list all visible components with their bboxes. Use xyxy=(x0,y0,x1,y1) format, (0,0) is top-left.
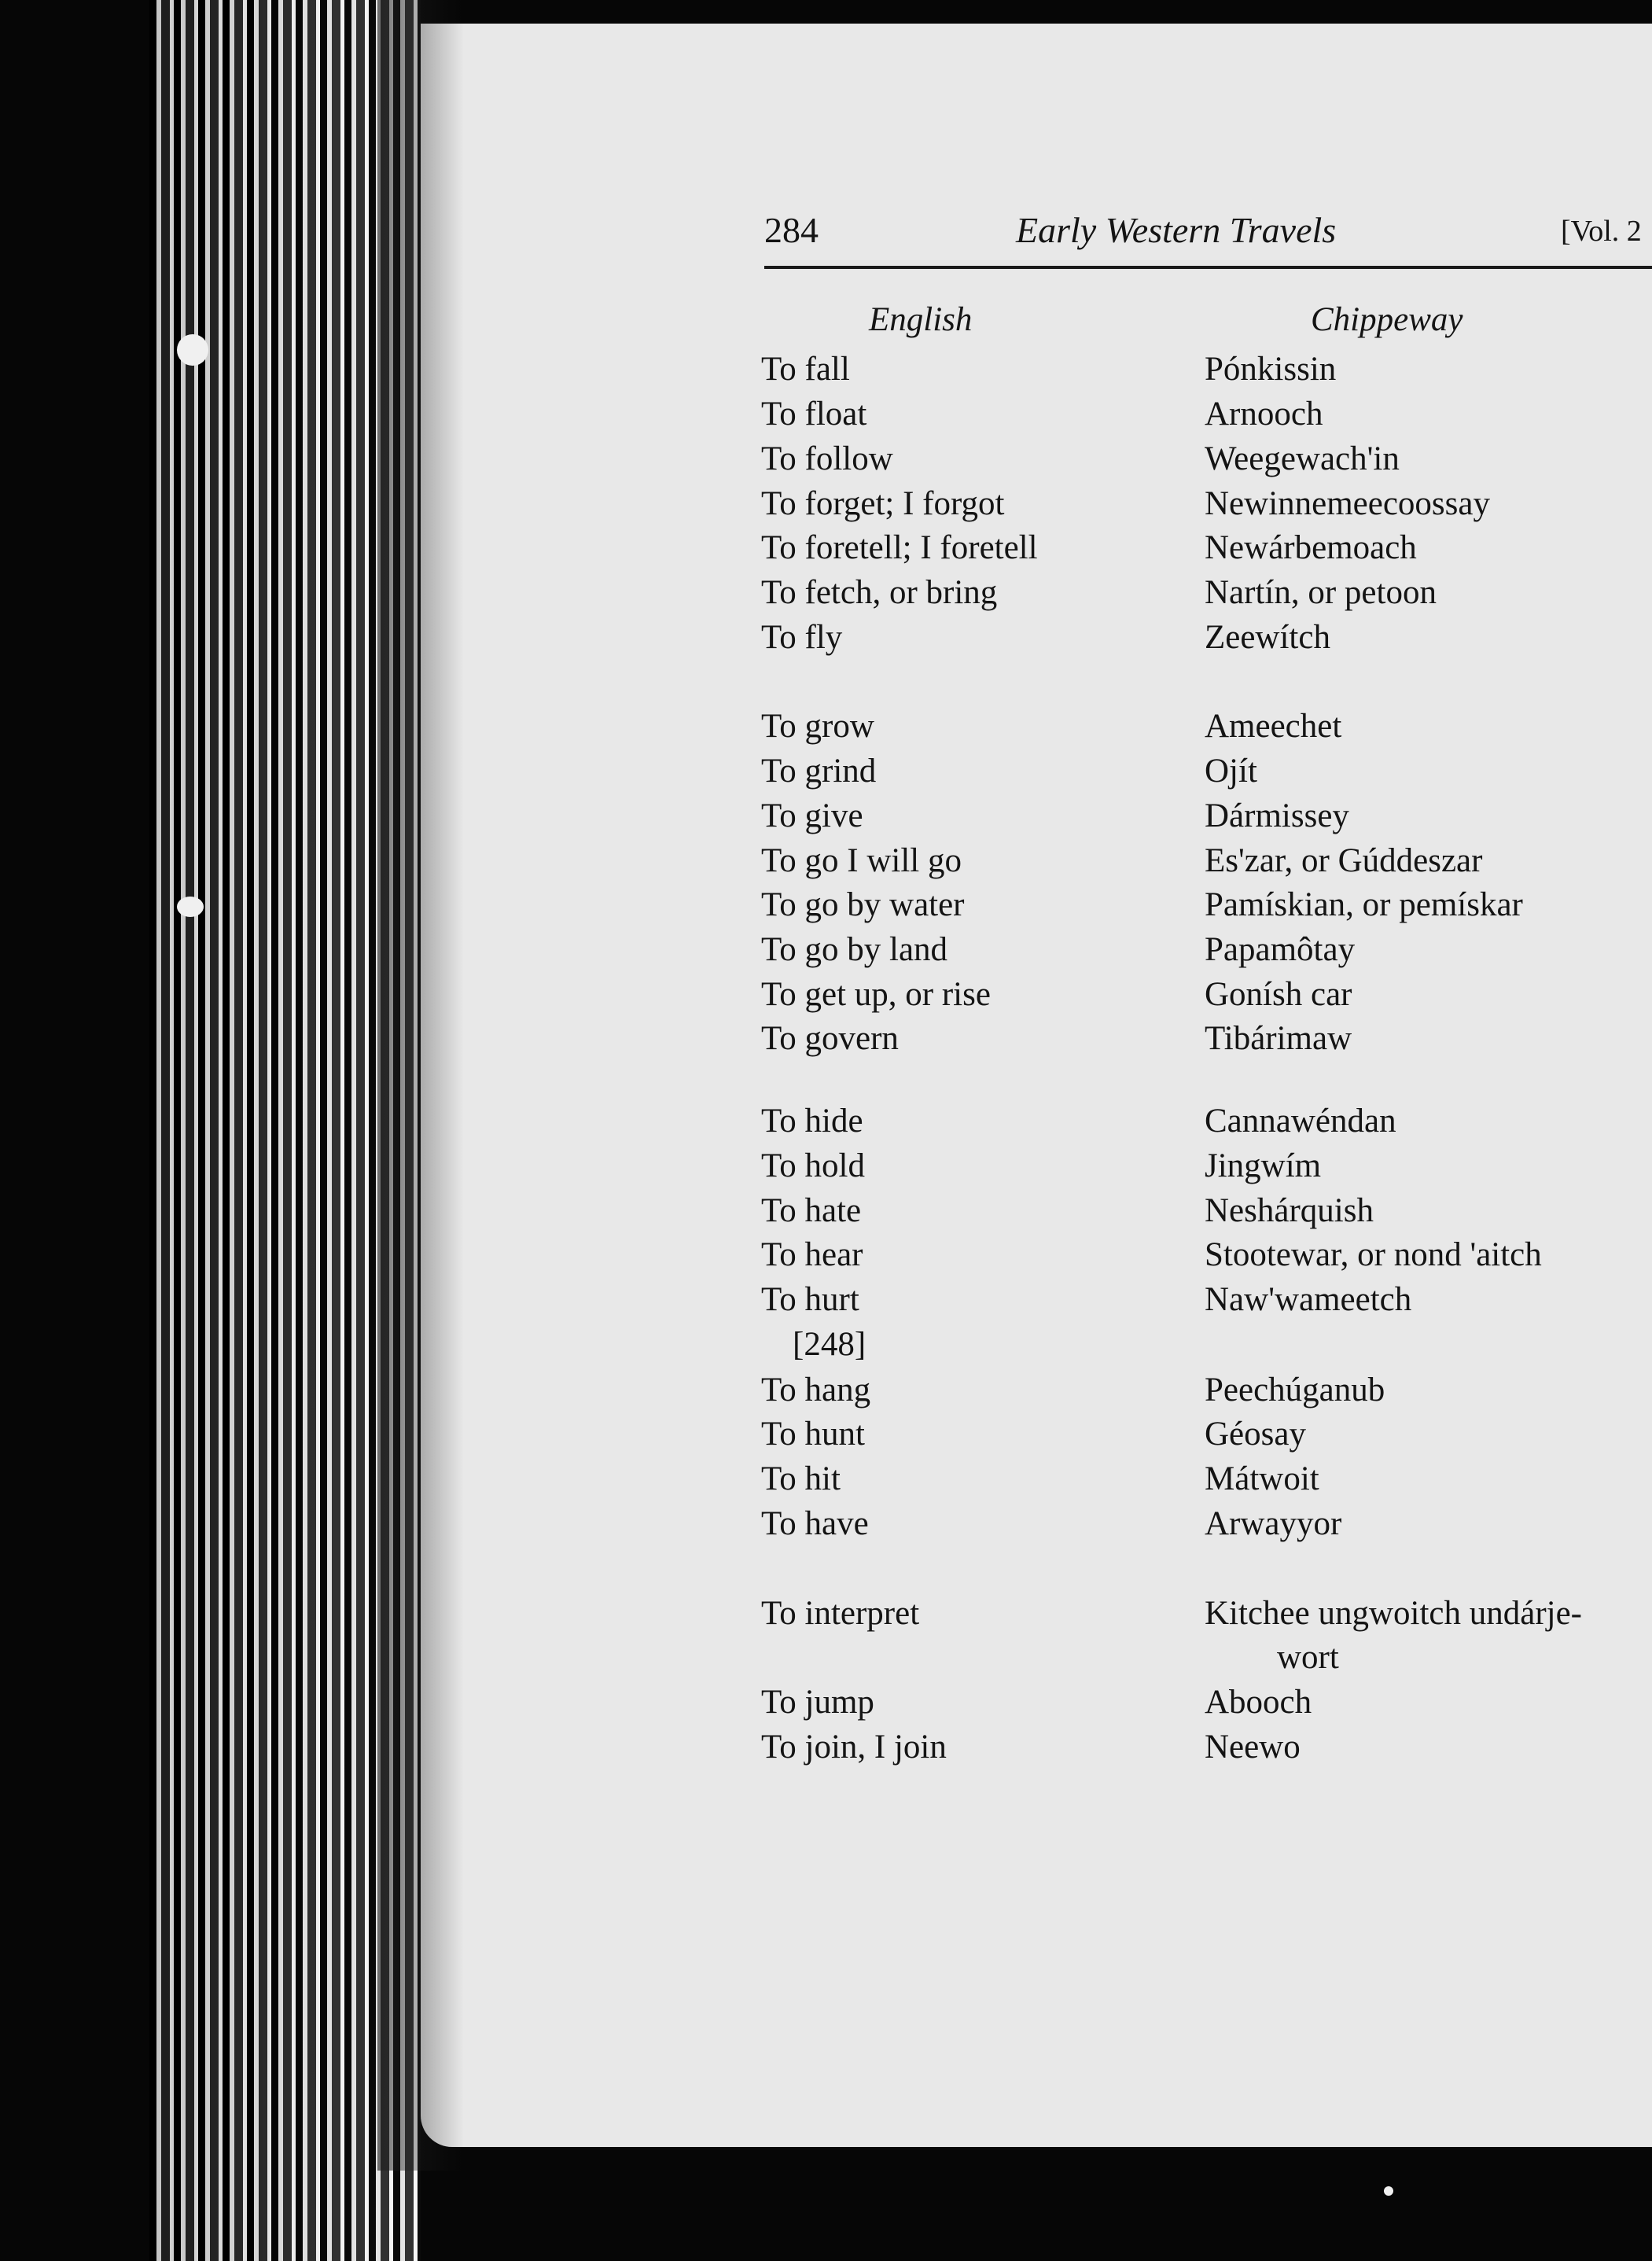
chippeway-entry: Kitchee ungwoitch undárje- xyxy=(1205,1595,1582,1632)
chippeway-entry: Newárbemoach xyxy=(1205,529,1417,566)
chippeway-entry: Peechúganub xyxy=(1205,1372,1385,1409)
english-entry: To go I will go xyxy=(761,842,962,879)
page-speck xyxy=(1384,2186,1393,2196)
english-entry: To fly xyxy=(761,619,843,656)
chippeway-entry: Abooch xyxy=(1205,1684,1312,1721)
english-column-heading: English xyxy=(869,301,973,338)
english-entry: To join, I join xyxy=(761,1729,947,1766)
english-entry: To hit xyxy=(761,1460,841,1497)
chippeway-entry: Zeewítch xyxy=(1205,619,1330,656)
page-number: 284 xyxy=(764,210,819,250)
chippeway-entry: Tibárimaw xyxy=(1205,1020,1352,1057)
english-entry: To hate xyxy=(761,1192,862,1229)
original-page-marker: [248] xyxy=(793,1326,866,1363)
english-entry: To follow xyxy=(761,440,893,477)
english-entry: To jump xyxy=(761,1684,874,1721)
english-entry: To hang xyxy=(761,1372,871,1409)
english-entry: To foretell; I foretell xyxy=(761,529,1038,566)
english-entry: To give xyxy=(761,797,863,834)
english-entry: To go by water xyxy=(761,886,965,923)
chippeway-entry: Weegewach'in xyxy=(1205,440,1400,477)
english-entry: To govern xyxy=(761,1020,899,1057)
chippeway-entry: Es'zar, or Gúddeszar xyxy=(1205,842,1483,879)
english-entry: To hear xyxy=(761,1236,863,1273)
english-entry: To hurt xyxy=(761,1281,859,1318)
english-entry: To hold xyxy=(761,1147,865,1184)
english-entry: To interpret xyxy=(761,1595,920,1632)
chippeway-entry: Ojít xyxy=(1205,753,1257,790)
english-entry: To forget; I forgot xyxy=(761,485,1005,522)
chippeway-entry: Arwayyor xyxy=(1205,1505,1342,1542)
chippeway-entry: Cannawéndan xyxy=(1205,1103,1396,1140)
chippeway-entry: Mátwoit xyxy=(1205,1460,1319,1497)
english-entry: To get up, or rise xyxy=(761,976,991,1013)
chippeway-entry: Arnooch xyxy=(1205,396,1323,433)
english-entry: To have xyxy=(761,1505,869,1542)
chippeway-entry: Newinnemeecoossay xyxy=(1205,485,1490,522)
chippeway-entry: Naw'wameetch xyxy=(1205,1281,1412,1318)
volume-label: [Vol. 2 xyxy=(1561,215,1642,248)
chippeway-column-heading: Chippeway xyxy=(1311,301,1463,338)
header-rule xyxy=(764,266,1652,269)
chippeway-entry: Jingwím xyxy=(1205,1147,1322,1184)
chippeway-entry: Neewo xyxy=(1205,1729,1301,1766)
chippeway-entry: Neshárquish xyxy=(1205,1192,1374,1229)
chippeway-entry: Pamískian, or pemískar xyxy=(1205,886,1523,923)
chippeway-entry: Dármissey xyxy=(1205,797,1349,834)
book-page xyxy=(421,24,1652,2147)
english-entry: To hide xyxy=(761,1103,863,1140)
english-entry: To grow xyxy=(761,708,874,745)
english-entry: To fall xyxy=(761,351,850,388)
chippeway-entry: Géosay xyxy=(1205,1416,1306,1453)
running-title: Early Western Travels xyxy=(1016,210,1337,250)
gutter-shadow xyxy=(377,0,464,2171)
english-entry: To fetch, or bring xyxy=(761,574,998,611)
page-speck xyxy=(177,897,204,917)
chippeway-entry: Nartín, or petoon xyxy=(1205,574,1437,611)
chippeway-entry: Stootewar, or nond 'aitch xyxy=(1205,1236,1542,1273)
english-entry: To hunt xyxy=(761,1416,865,1453)
page-speck xyxy=(177,334,208,366)
english-entry: To float xyxy=(761,396,867,433)
chippeway-entry: Papamôtay xyxy=(1205,931,1356,968)
chippeway-entry-continuation: wort xyxy=(1277,1639,1339,1676)
english-entry: To grind xyxy=(761,753,877,790)
english-entry: To go by land xyxy=(761,931,948,968)
chippeway-entry: Gonísh car xyxy=(1205,976,1352,1013)
chippeway-entry: Pónkissin xyxy=(1205,351,1337,388)
chippeway-entry: Ameechet xyxy=(1205,708,1342,745)
